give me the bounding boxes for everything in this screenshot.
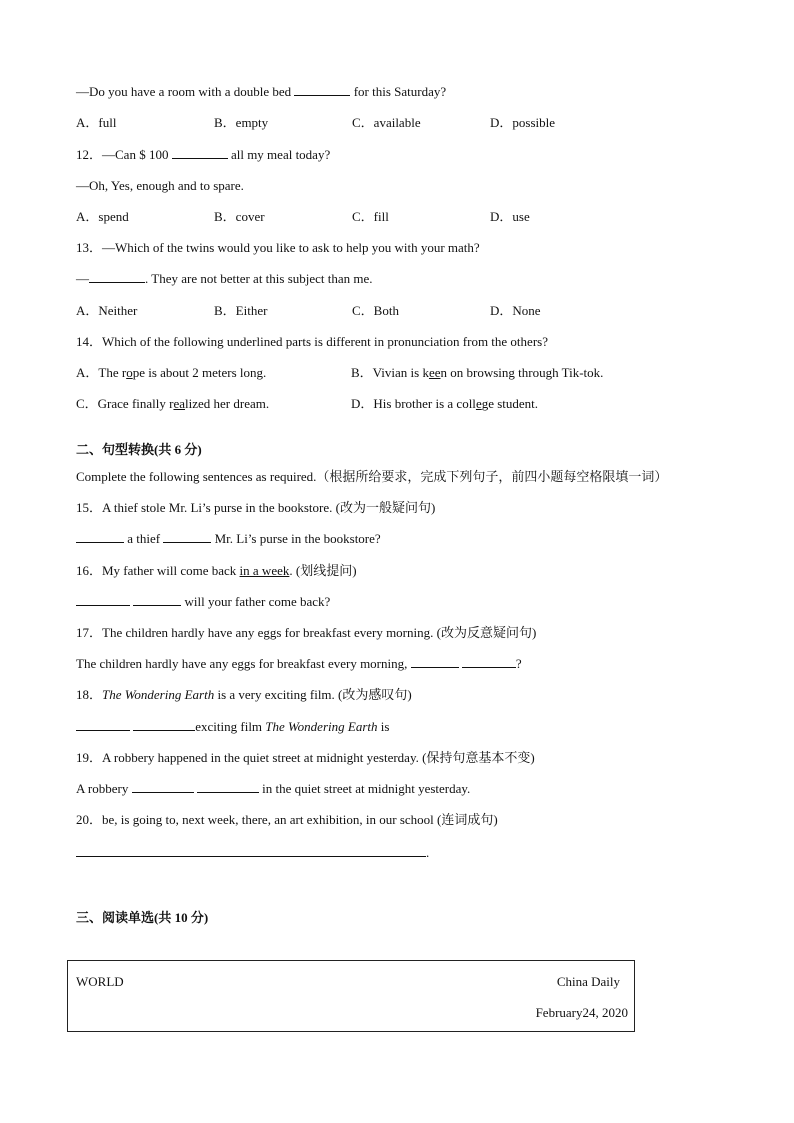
answer-blank (163, 530, 211, 543)
option-b: B．cover (214, 209, 265, 224)
q18-answer: exciting film The Wondering Earth is (76, 718, 389, 736)
film-title: The Wondering Earth (102, 687, 215, 702)
answer-blank (76, 530, 124, 543)
option-a: A．Neither (76, 303, 138, 318)
answer-blank (89, 270, 145, 283)
answer-blank (172, 146, 228, 159)
q18-question: 18．The Wondering Earth is a very exciting film. (改为感叹句) (76, 687, 412, 702)
option-a: A．The rope is about 2 meters long. (76, 365, 267, 380)
section-label: WORLD (76, 974, 124, 989)
q20-answer: . (76, 844, 429, 862)
q16-question: 16．My father will come back in a week. (划线提问) (76, 563, 357, 578)
answer-blank (76, 718, 130, 731)
answer-blank (462, 655, 516, 668)
answer-line (76, 844, 426, 857)
option-b: B．Vivian is keen on browsing through Tik-tok. (351, 365, 604, 380)
option-c: C．available (352, 115, 421, 130)
q13-question: 13．—Which of the twins would you like to ask to help you with your math? (76, 240, 480, 255)
option-b: B．Either (214, 303, 268, 318)
option-b: B．empty (214, 115, 269, 130)
answer-blank (76, 593, 130, 606)
answer-blank (411, 655, 459, 668)
answer-blank (132, 780, 194, 793)
date-label: February24, 2020 (535, 1005, 628, 1020)
q12-options (76, 208, 636, 226)
q13-options (76, 302, 636, 320)
q13-reply: — . They are not better at this subject than me. (76, 271, 373, 286)
section-3-title: 三、阅读单选(共 10 分) (76, 910, 209, 925)
q16-answer: will your father come back? (76, 593, 330, 611)
q12-question: 12．—Can $ 100 all my meal today? (76, 147, 331, 162)
option-d: D．use (490, 209, 530, 224)
answer-blank (294, 83, 350, 96)
q20-question: 20．be, is going to, next week, there, an art exhibition, in our school (连词成句) (76, 812, 498, 827)
q12-reply: —Oh, Yes, enough and to spare. (76, 178, 244, 193)
underlined-phrase: in a week (239, 563, 290, 578)
answer-blank (133, 718, 195, 731)
section-2-instruction: Complete the following sentences as required.（根据所给要求，完成下列句子，前四小题每空格限填一词） (76, 469, 668, 484)
option-c: C．fill (352, 209, 389, 224)
option-d: D．possible (490, 115, 556, 130)
q14-question: 14．Which of the following underlined parts is different in pronunciation from the others? (76, 334, 548, 349)
option-c: C．Both (352, 303, 399, 318)
option-d: D．None (490, 303, 541, 318)
option-d: D．His brother is a college student. (351, 396, 539, 411)
option-c: C．Grace finally realized her dream. (76, 396, 270, 411)
option-a: A．full (76, 115, 117, 130)
q15-question: 15．A thief stole Mr. Li’s purse in the bookstore. (改为一般疑问句) (76, 500, 436, 515)
answer-blank (133, 593, 181, 606)
section-2-title: 二、句型转换(共 6 分) (76, 442, 202, 457)
q17-question: 17．The children hardly have any eggs for breakfast every morning. (改为反意疑问句) (76, 625, 537, 640)
answer-blank (197, 780, 259, 793)
q11-question: —Do you have a room with a double bed for this Saturday? (76, 84, 447, 99)
q19-answer: A robbery in the quiet street at midnight yesterday. (76, 781, 471, 796)
source-label: China Daily (556, 974, 620, 989)
q19-question: 19．A robbery happened in the quiet street at midnight yesterday. (保持句意基本不变) (76, 750, 535, 765)
q11-options (76, 114, 636, 132)
q14-options-row2 (76, 395, 676, 413)
q17-answer: The children hardly have any eggs for breakfast every morning, ? (76, 656, 522, 671)
q14-options-row1 (76, 364, 676, 382)
q15-answer: a thief Mr. Li’s purse in the bookstore? (76, 530, 381, 548)
option-a: A．spend (76, 209, 129, 224)
article-header-box (67, 960, 635, 1032)
film-title: The Wondering Earth (265, 719, 378, 734)
